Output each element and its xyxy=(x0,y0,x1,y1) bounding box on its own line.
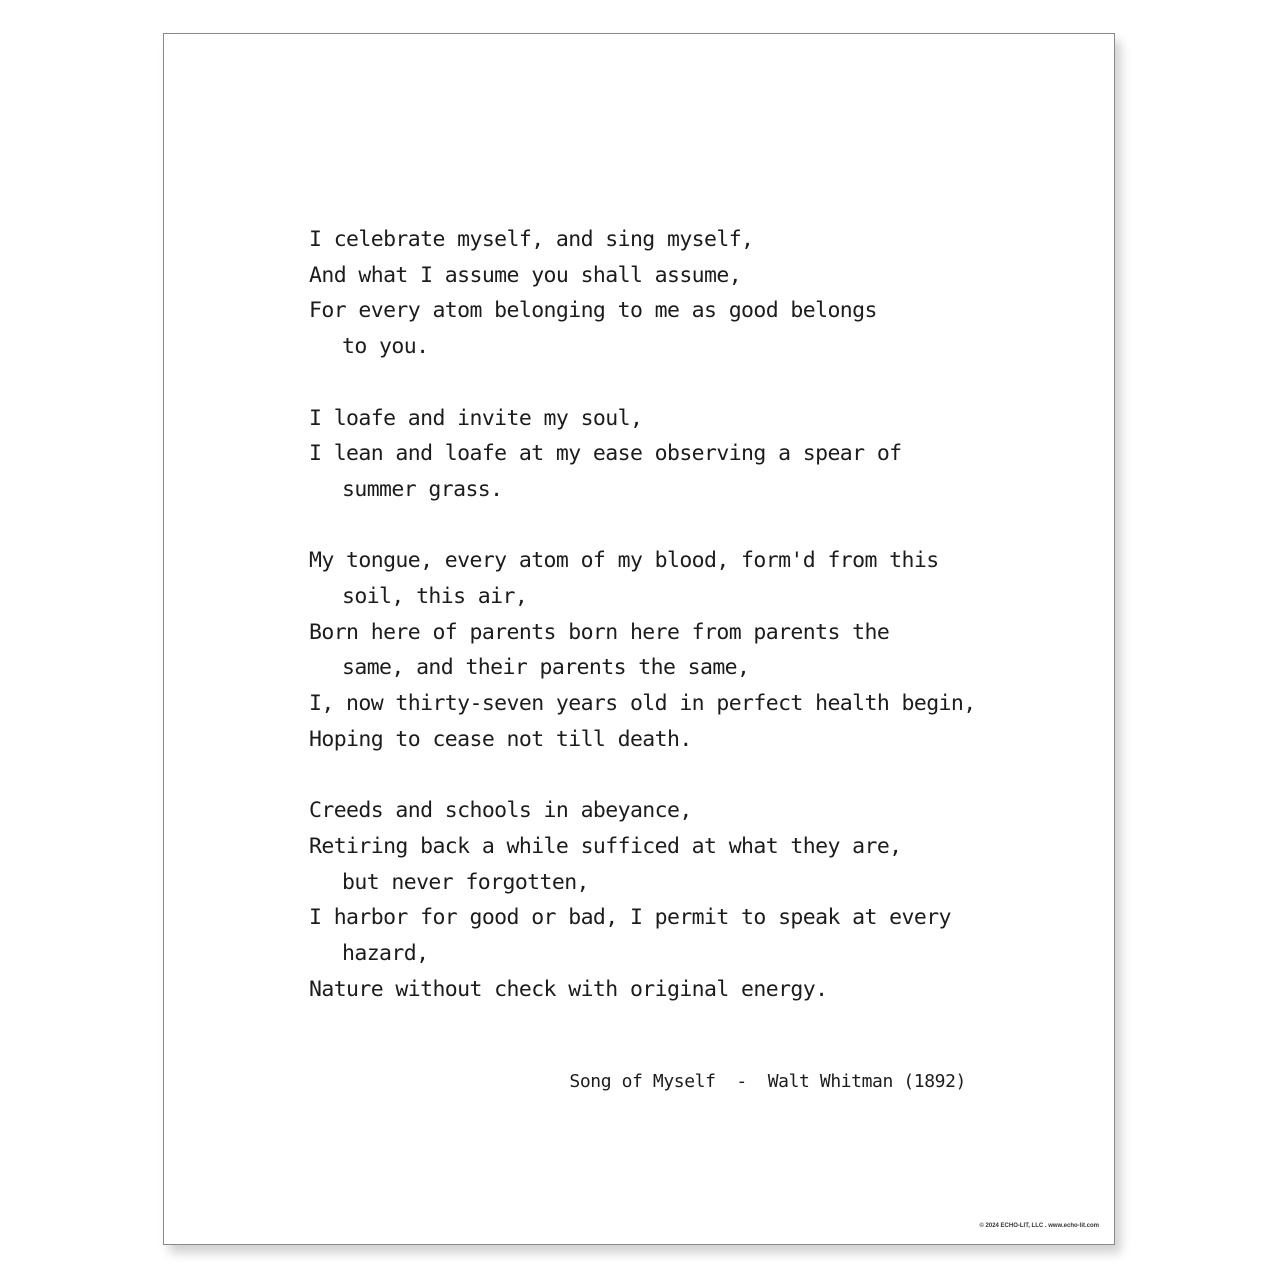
poem-stanza xyxy=(309,543,1069,757)
poem-line: I, now thirty-seven years old in perfect health begin, xyxy=(309,691,976,717)
attribution: Song of Myself - Walt Whitman (1892) xyxy=(569,1071,966,1092)
poem-line: And what I assume you shall assume, xyxy=(309,262,742,288)
poem-line: summer grass. xyxy=(342,476,503,502)
poem-line: I loafe and invite my soul, xyxy=(309,405,643,431)
poem-line: For every atom belonging to me as good belongs xyxy=(309,298,877,324)
poem-line: My tongue, every atom of my blood, form'd from this xyxy=(309,548,939,574)
poem-line: hazard, xyxy=(342,941,429,967)
poem-line: I harbor for good or bad, I permit to speak at every xyxy=(309,905,951,931)
poem-stanza xyxy=(309,401,1069,508)
poem-sheet xyxy=(163,33,1115,1245)
poem-stanza xyxy=(309,222,1069,365)
poem-line: same, and their parents the same, xyxy=(342,655,750,681)
poem-line: I celebrate myself, and sing myself, xyxy=(309,227,754,252)
poem-line: soil, this air, xyxy=(342,584,528,609)
copyright-footer: © 2024 ECHO-LIT, LLC . www.echo-lit.com xyxy=(979,1223,1099,1229)
poem-line: but never forgotten, xyxy=(342,869,589,895)
poem-line: I lean and loafe at my ease observing a spear of xyxy=(309,441,902,467)
poem-line: Born here of parents born here from parents the xyxy=(309,619,890,645)
poem-line: Retiring back a while sufficed at what they are, xyxy=(309,833,902,859)
poem-body xyxy=(309,222,1069,1007)
poem-line: Creeds and schools in abeyance, xyxy=(309,798,692,824)
poem-stanza xyxy=(309,793,1069,1007)
poem-line: Hoping to cease not till death. xyxy=(309,726,692,752)
poem-line: to you. xyxy=(342,334,429,360)
poem-line: Nature without check with original energy. xyxy=(309,976,828,1002)
